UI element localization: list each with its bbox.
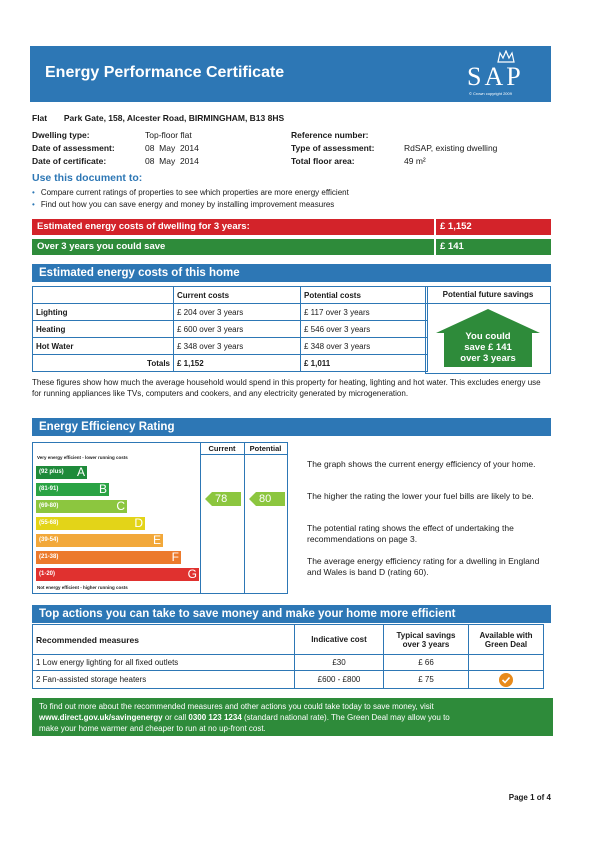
assessment-date-label: Date of assessment: xyxy=(32,143,115,153)
table-header: Potential costs xyxy=(301,287,428,304)
property-address xyxy=(32,113,284,123)
sap-logo xyxy=(467,50,537,96)
cost-cell: £600 - £800 xyxy=(295,671,384,689)
savings-label: Over 3 years you could save xyxy=(32,239,434,255)
table-row xyxy=(33,625,544,655)
phone-number: 0300 123 1234 xyxy=(188,713,242,722)
costs-note: These figures show how much the average household would spend in this property for heating, lighting and hot water. This excludes energy use for running appliances like TVs, computers and cookers, and any electricity generated by microgeneration. xyxy=(32,378,541,398)
use-bullet-text: Compare current ratings of properties to see which properties are more energy efficient xyxy=(40,188,349,197)
table-row xyxy=(33,338,428,355)
band-letter: C xyxy=(116,499,125,513)
table-header: Current costs xyxy=(174,287,301,304)
address-text: Park Gate, 158, Alcester Road, BIRMINGHAM, B13 8HS xyxy=(63,113,285,123)
table-cell: £ 348 over 3 years xyxy=(174,338,301,355)
house-savings-line: save £ 141 xyxy=(464,342,512,353)
band-range: (1-20) xyxy=(39,571,56,577)
row-label: Hot Water xyxy=(33,338,174,355)
band-g xyxy=(36,568,199,581)
table-row xyxy=(33,671,544,689)
estimated-cost-value: £ 1,152 xyxy=(436,219,551,235)
band-a xyxy=(36,466,87,479)
band-letter: G xyxy=(187,567,197,581)
potential-savings-panel xyxy=(425,286,551,374)
rating-chart xyxy=(32,442,288,594)
inefficient-note: Not energy efficient - higher running costs xyxy=(37,585,128,590)
table-row xyxy=(33,304,428,321)
rating-section-title: Energy Efficiency Rating xyxy=(32,418,551,436)
current-column-header: Current xyxy=(208,444,236,453)
band-letter: B xyxy=(98,482,107,496)
footer-line-2 xyxy=(39,712,546,723)
band-range: (69-80) xyxy=(39,503,59,509)
totals-label: Totals xyxy=(33,355,174,372)
house-savings-line: over 3 years xyxy=(460,353,516,364)
dwelling-type-label: Dwelling type: xyxy=(32,130,90,140)
savings-cell: £ 66 xyxy=(384,655,469,671)
rating-explanation-2: The higher the rating the lower your fuel bills are likely to be. xyxy=(307,491,534,501)
footer-text: or call xyxy=(162,713,189,722)
table-row xyxy=(33,655,544,671)
green-deal-cell xyxy=(469,671,544,689)
potential-column-header: Potential xyxy=(249,444,282,453)
page-number: Page 1 of 4 xyxy=(508,793,551,802)
bullet-icon: • xyxy=(32,188,35,197)
table-cell: £ 600 over 3 years xyxy=(174,321,301,338)
floor-area-value: 49 m² xyxy=(404,156,426,166)
totals-current: £ 1,152 xyxy=(174,355,301,372)
use-bullet-2 xyxy=(32,200,334,209)
estimated-cost-label: Estimated energy costs of dwelling for 3 years: xyxy=(32,219,434,235)
potential-rating-value: 80 xyxy=(259,493,272,505)
rating-explanation-3: The potential rating shows the effect of undertaking the recommendations on page 3. xyxy=(307,523,514,544)
current-rating-value: 78 xyxy=(215,493,228,505)
footer-line-1: To find out more about the recommended measures and other actions you could take today to save money, visit xyxy=(39,702,434,711)
actions-section-title: Top actions you can take to save money and make your home more efficient xyxy=(32,605,551,623)
assessment-type-label: Type of assessment: xyxy=(291,143,375,153)
costs-section-title: Estimated energy costs of this home xyxy=(32,264,551,282)
band-f xyxy=(36,551,181,564)
use-bullet-1 xyxy=(32,188,349,197)
use-document-heading: Use this document to: xyxy=(32,172,143,184)
green-deal-info xyxy=(32,698,553,736)
table-cell: £ 204 over 3 years xyxy=(174,304,301,321)
table-cell: £ 348 over 3 years xyxy=(301,338,428,355)
row-label: Heating xyxy=(33,321,174,338)
potential-savings-heading: Potential future savings xyxy=(442,290,534,299)
house-savings-text xyxy=(432,331,544,364)
totals-potential: £ 1,011 xyxy=(301,355,428,372)
measure-cell: 1 Low energy lighting for all fixed outlets xyxy=(33,655,295,671)
savings-value: £ 141 xyxy=(436,239,551,255)
assessment-date-value: 08 May 2014 xyxy=(145,143,199,153)
sap-copyright: © Crown copyright 2009 xyxy=(469,91,512,96)
dwelling-type-value: Top-floor flat xyxy=(145,130,192,140)
actions-table xyxy=(32,624,544,689)
bullet-icon: • xyxy=(32,200,35,209)
table-header: Typical savings over 3 years xyxy=(384,625,469,655)
row-label: Lighting xyxy=(33,304,174,321)
document-title: Energy Performance Certificate xyxy=(45,64,285,81)
certificate-date-value: 08 May 2014 xyxy=(145,156,199,166)
potential-rating-arrow xyxy=(249,492,285,506)
table-header: Indicative cost xyxy=(295,625,384,655)
band-letter: F xyxy=(171,550,179,564)
rating-explanation-4: The average energy efficiency rating for a dwelling in England and Wales is band D (rating 60). xyxy=(307,556,540,577)
footer-text: (standard national rate). The Green Deal may allow you to xyxy=(241,713,450,722)
current-rating-arrow xyxy=(205,492,241,506)
floor-area-label: Total floor area: xyxy=(291,156,355,166)
band-letter: E xyxy=(152,533,161,547)
use-bullet-text: Find out how you can save energy and money by installing improvement measures xyxy=(40,200,335,209)
efficient-note: Very energy efficient - lower running costs xyxy=(37,455,128,460)
table-row xyxy=(33,287,428,304)
epc-header-banner xyxy=(30,46,551,102)
band-letter: A xyxy=(76,465,85,479)
house-savings-line: You could xyxy=(465,331,511,342)
band-d xyxy=(36,517,145,530)
band-range: (55-68) xyxy=(39,520,59,526)
band-letter: D xyxy=(134,516,143,530)
band-range: (81-91) xyxy=(39,486,59,492)
band-e xyxy=(36,534,163,547)
green-deal-cell xyxy=(469,655,544,671)
rating-explanation-1: The graph shows the current energy efficiency of your home. xyxy=(307,459,536,469)
assessment-type-value: RdSAP, existing dwelling xyxy=(404,143,498,153)
table-cell: £ 117 over 3 years xyxy=(301,304,428,321)
reference-label: Reference number: xyxy=(291,130,369,140)
band-range: (21-38) xyxy=(39,554,59,560)
table-cell: £ 546 over 3 years xyxy=(301,321,428,338)
estimated-cost-bar xyxy=(32,219,551,235)
costs-table xyxy=(32,286,428,372)
band-range: (92 plus) xyxy=(39,469,64,475)
table-row xyxy=(33,355,428,372)
table-header: Available with Green Deal xyxy=(469,625,544,655)
savings-cell: £ 75 xyxy=(384,671,469,689)
cost-cell: £30 xyxy=(295,655,384,671)
savings-bar xyxy=(32,239,551,255)
table-row xyxy=(33,321,428,338)
certificate-date-label: Date of certificate: xyxy=(32,156,107,166)
table-cell xyxy=(33,287,174,304)
check-icon xyxy=(499,673,513,687)
sap-logo-text: SAP xyxy=(467,62,524,91)
band-c xyxy=(36,500,127,513)
savingenergy-link[interactable]: www.direct.gov.uk/savingenergy xyxy=(39,713,163,722)
band-b xyxy=(36,483,109,496)
measure-cell: 2 Fan-assisted storage heaters xyxy=(33,671,295,689)
table-header: Recommended measures xyxy=(33,625,295,655)
footer-line-3: make your home warmer and cheaper to run at no up-front cost. xyxy=(39,724,266,733)
property-type: Flat xyxy=(32,113,48,123)
band-range: (39-54) xyxy=(39,537,59,543)
